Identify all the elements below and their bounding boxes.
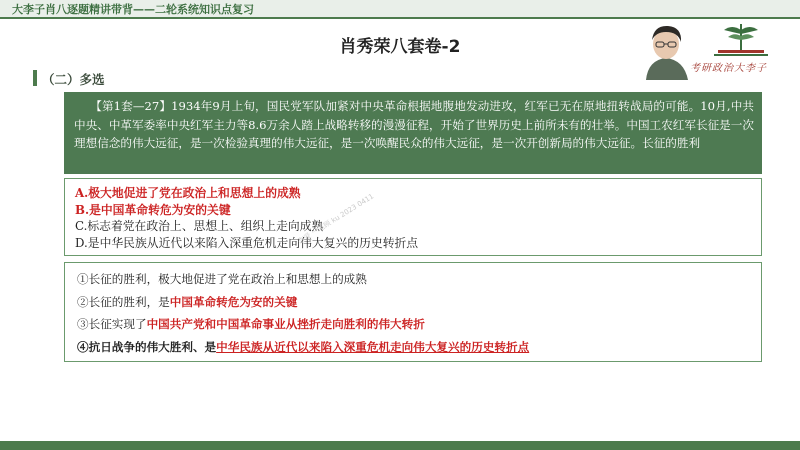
analysis-row-1 bbox=[77, 268, 749, 291]
options-box bbox=[64, 178, 762, 256]
analysis-row-3-prefix: ③长征实现了 bbox=[77, 317, 147, 332]
analysis-row-4-highlight: 中华民族从近代以来陷入深重危机走向伟大复兴的历史转折点 bbox=[216, 339, 530, 354]
analysis-row-2 bbox=[77, 291, 749, 314]
bottom-bar bbox=[0, 441, 800, 450]
page-title: 肖秀荣八套卷-2 bbox=[339, 37, 461, 57]
analysis-row-1-text: ①长征的胜利，极大地促进了党在政治上和思想上的成熟 bbox=[77, 272, 367, 286]
option-c: C.标志着党在政治上、思想上、组织上走向成熟 bbox=[75, 219, 324, 233]
section-marker bbox=[33, 70, 37, 86]
question-text: 【第1套—27】1934年9月上旬，国民党军队加紧对中央革命根据地腹地发动进攻，红军已无在原地扭转战局的可能。10月,中共中央、中革军委率中央红军主力等8.6万余人踏上战略转移的漫漫征程，开始了世界历史上前所未有的壮举。中国工农红军长征是一次理想信念的伟大远征，是一次检验真理的伟大远征，是一次唤醒民众的伟大远征，是一次开创新局的伟大远征。长征的胜利 bbox=[64, 92, 762, 174]
analysis-row-2-prefix: ②长征的胜利，是 bbox=[77, 294, 170, 309]
option-a: A.极大地促进了党在政治上和思想上的成熟 bbox=[75, 186, 301, 200]
top-divider bbox=[0, 17, 800, 19]
analysis-row-3 bbox=[77, 313, 749, 336]
analysis-box bbox=[64, 262, 762, 362]
option-b: B.是中国革命转危为安的关键 bbox=[75, 202, 231, 217]
brand-logo-icon bbox=[710, 22, 772, 58]
top-banner bbox=[0, 0, 800, 17]
section-label: （二）多选 bbox=[42, 72, 105, 87]
series-title: 大李子肖八逐题精讲带背——二轮系统知识点复习 bbox=[12, 3, 254, 16]
analysis-row-4-prefix: ④抗日战争的伟大胜利、是 bbox=[77, 339, 217, 354]
analysis-row-4 bbox=[77, 336, 749, 359]
watermark: 李爱 一笔顾 ku 2023 0411 bbox=[296, 192, 376, 246]
analysis-row-3-highlight: 中国共产党和中国革命事业从挫折走向胜利的伟大转折 bbox=[146, 317, 425, 332]
analysis-row-2-highlight: 中国革命转危为安的关键 bbox=[169, 294, 298, 309]
brand-name: 考研政治大李子 bbox=[690, 63, 767, 74]
option-d: D.是中华民族从近代以来陷入深重危机走向伟大复兴的历史转折点 bbox=[75, 235, 419, 250]
